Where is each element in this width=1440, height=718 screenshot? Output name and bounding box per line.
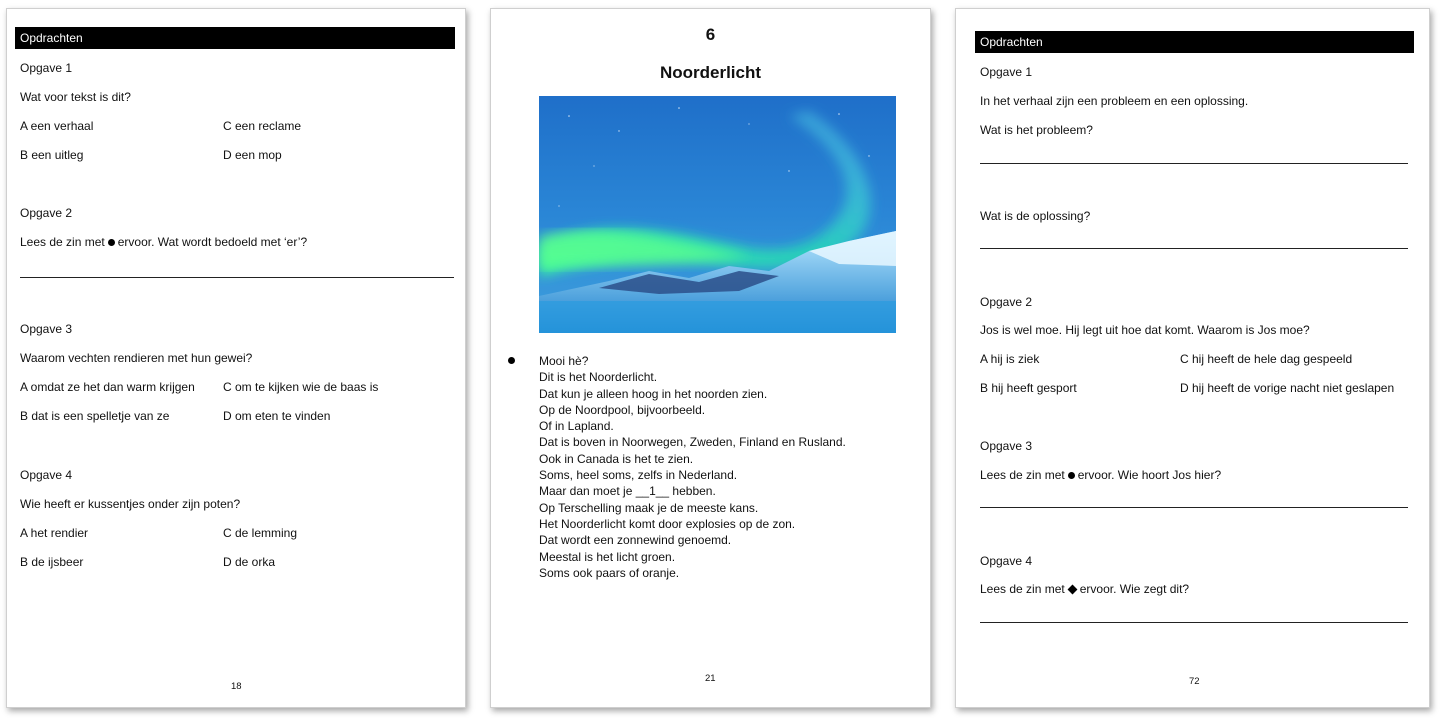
answer-option: D de orka <box>223 555 276 569</box>
question-label: Opgave 1 <box>980 65 1033 79</box>
aurora-photo <box>539 96 896 333</box>
answer-option: C een reclame <box>223 119 302 133</box>
question-text: Wat is de oplossing? <box>980 209 1091 223</box>
page-title: Noorderlicht <box>659 63 762 82</box>
story-line: Meestal is het licht groen. <box>539 549 676 564</box>
bullet-dot-icon <box>108 239 115 246</box>
page-number: 72 <box>1189 676 1200 687</box>
question-label: Opgave 1 <box>20 61 73 75</box>
question-text <box>20 235 307 249</box>
bullet-dot-icon <box>508 357 515 364</box>
question-label: Opgave 3 <box>20 322 73 336</box>
answer-line[interactable] <box>980 622 1408 623</box>
worksheet-page-18 <box>6 8 466 708</box>
answer-option: C om te kijken wie de baas is <box>223 380 379 394</box>
answer-option: B dat is een spelletje van ze <box>20 409 170 423</box>
question-text: Waarom vechten rendieren met hun gewei? <box>20 351 253 365</box>
answer-option: B de ijsbeer <box>20 555 84 569</box>
diamond-icon <box>1067 584 1077 594</box>
question-label: Opgave 3 <box>980 439 1033 453</box>
story-line: Dat wordt een zonnewind genoemd. <box>539 533 732 548</box>
question-text: In het verhaal zijn een probleem en een oplossing. <box>980 94 1249 108</box>
question-text-part: Lees de zin met <box>980 468 1065 482</box>
answer-option: C hij heeft de hele dag gespeeld <box>1180 352 1353 366</box>
answer-line[interactable] <box>980 507 1408 508</box>
story-line: Soms ook paars of oranje. <box>539 565 680 580</box>
section-header: Opdrachten <box>975 31 1414 53</box>
story-line: Dat is boven in Noorwegen, Zweden, Finland en Rusland. <box>539 435 846 450</box>
answer-option: A hij is ziek <box>980 352 1040 366</box>
worksheet-page-72 <box>955 8 1430 708</box>
question-text-part: Lees de zin met <box>20 235 105 249</box>
story-line: Ook in Canada is het te zien. <box>539 451 694 466</box>
answer-option: D hij heeft de vorige nacht niet geslapen <box>1180 381 1395 395</box>
answer-option: A omdat ze het dan warm krijgen <box>20 380 195 394</box>
question-text: Wie heeft er kussentjes onder zijn poten? <box>20 497 241 511</box>
story-line: Of in Lapland. <box>539 419 614 434</box>
chapter-number: 6 <box>705 25 716 44</box>
answer-line[interactable] <box>980 248 1408 249</box>
bullet-dot-icon <box>1068 472 1075 479</box>
story-line: Op Terschelling maak je de meeste kans. <box>539 500 759 515</box>
question-text: Wat voor tekst is dit? <box>20 90 131 104</box>
page-number: 18 <box>231 681 242 692</box>
story-line: Het Noorderlicht komt door explosies op de zon. <box>539 516 796 531</box>
answer-option: B een uitleg <box>20 148 84 162</box>
answer-line[interactable] <box>980 163 1408 164</box>
question-text-part: ervoor. Wie hoort Jos hier? <box>1077 468 1222 482</box>
question-text <box>980 582 1189 596</box>
story-line: Dit is het Noorderlicht. <box>539 370 658 385</box>
answer-option: A een verhaal <box>20 119 94 133</box>
answer-option: D een mop <box>223 148 282 162</box>
question-text-part: Lees de zin met <box>980 582 1065 596</box>
question-label: Opgave 2 <box>20 206 73 220</box>
answer-option: B hij heeft gesport <box>980 381 1077 395</box>
section-header: Opdrachten <box>15 27 455 49</box>
question-label: Opgave 2 <box>980 295 1033 309</box>
answer-option: A het rendier <box>20 526 89 540</box>
answer-line[interactable] <box>20 277 454 278</box>
question-label: Opgave 4 <box>20 468 73 482</box>
story-text <box>539 353 846 581</box>
question-text-part: ervoor. Wie zegt dit? <box>1079 582 1190 596</box>
story-line: Dat kun je alleen hoog in het noorden zien. <box>539 386 768 401</box>
story-line: Mooi hè? <box>539 354 589 368</box>
question-text-part: ervoor. Wat wordt bedoeld met ‘er’? <box>117 235 308 249</box>
question-label: Opgave 4 <box>980 554 1033 568</box>
question-text <box>980 468 1221 482</box>
story-line: Maar dan moet je __1__ hebben. <box>539 484 716 499</box>
answer-option: D om eten te vinden <box>223 409 331 423</box>
question-text: Wat is het probleem? <box>980 123 1093 137</box>
story-line: Soms, heel soms, zelfs in Nederland. <box>539 468 738 483</box>
answer-option: C de lemming <box>223 526 298 540</box>
question-text: Jos is wel moe. Hij legt uit hoe dat komt. Waarom is Jos moe? <box>980 323 1310 337</box>
story-line: Op de Noordpool, bijvoorbeeld. <box>539 402 706 417</box>
page-number: 21 <box>705 673 716 684</box>
story-page-21 <box>490 8 931 708</box>
